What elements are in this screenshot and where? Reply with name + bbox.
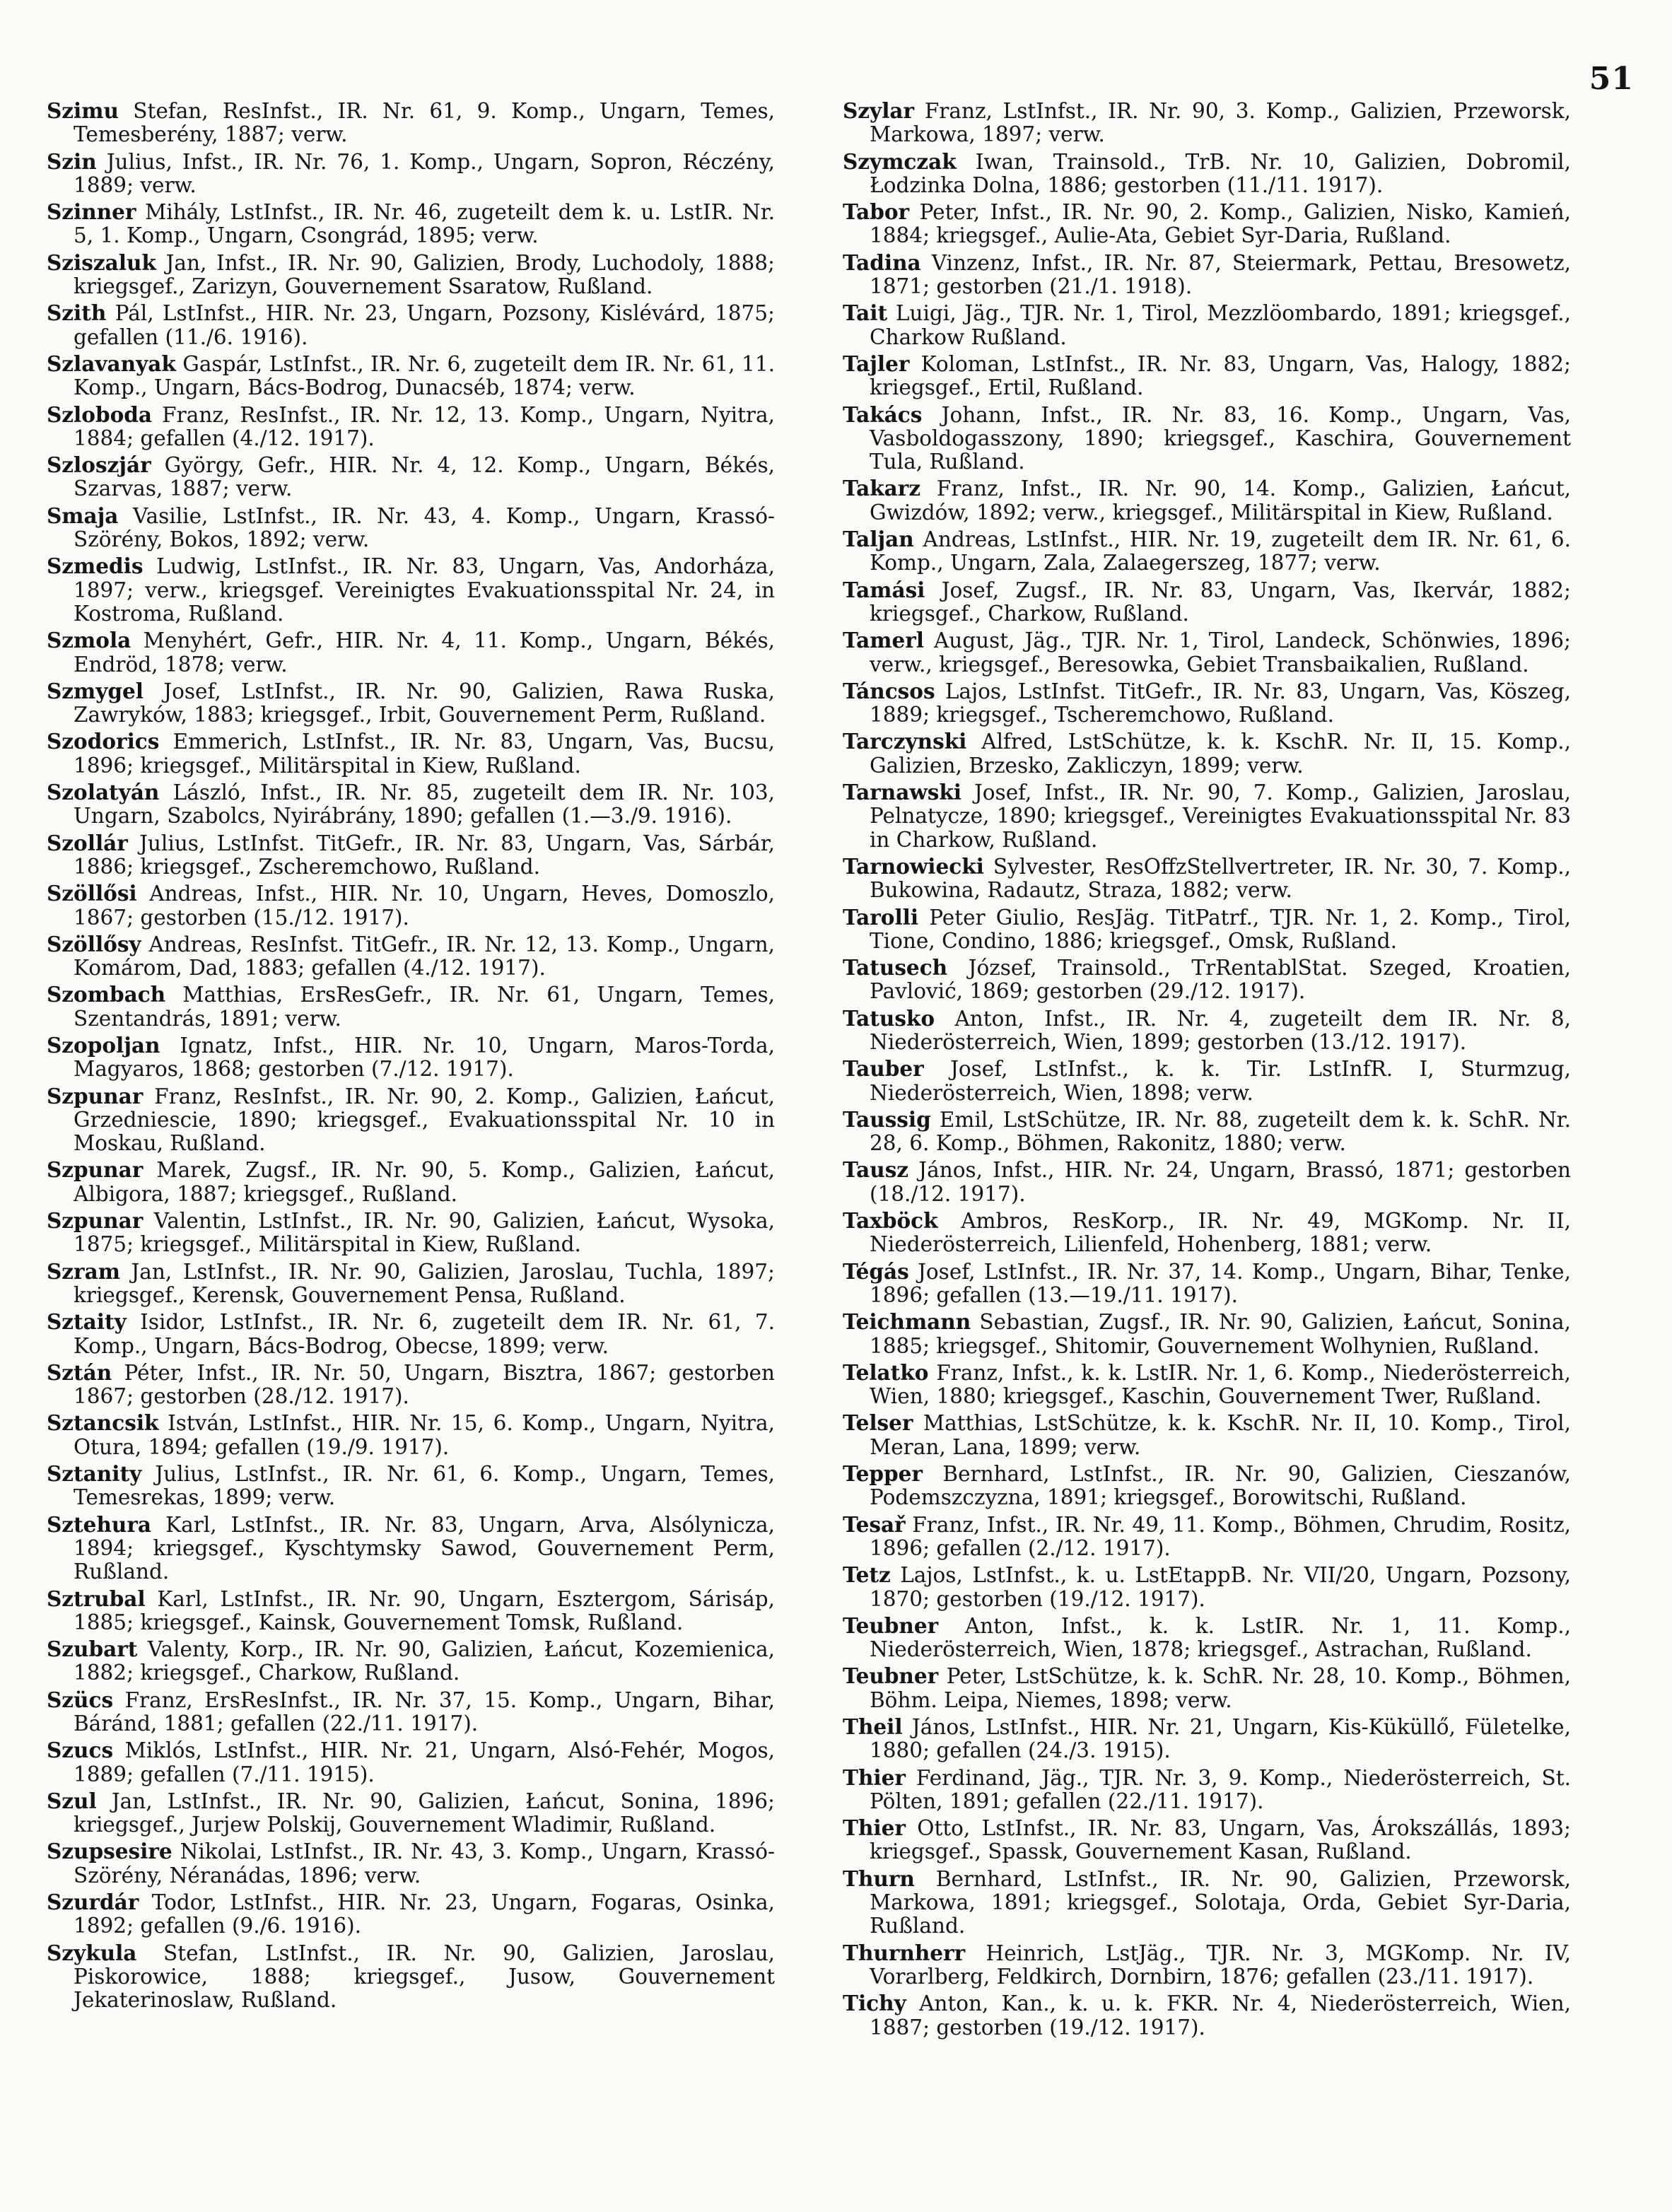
entry-details: Jan, LstInfst., IR. Nr. 90, Galizien, Jaroslau, Tuchla, 1897; kriegsgef., Kerensk, Gouvernement Pensa, Rußland. <box>74 1259 775 1307</box>
list-entry <box>843 251 1571 299</box>
list-entry <box>843 476 1571 525</box>
entry-surname: Sztaity <box>47 1309 127 1335</box>
list-entry <box>843 906 1571 954</box>
entry-surname: Szul <box>47 1788 97 1813</box>
entry-details: Josef, LstInfst., k. k. Tir. LstInfR. I, Sturmzug, Niederösterreich, Wien, 1898; verw. <box>870 1057 1571 1105</box>
entry-surname: Tetz <box>843 1562 891 1588</box>
entry-surname: Taxböck <box>843 1208 938 1234</box>
entry-details: Andreas, Infst., HIR. Nr. 10, Ungarn, Heves, Domoszlo, 1867; gestorben (15./12. 1917). <box>74 882 775 930</box>
entry-surname: Teubner <box>843 1663 939 1689</box>
entry-surname: Szmygel <box>47 678 144 703</box>
list-entry <box>47 932 775 981</box>
list-entry <box>47 1839 775 1888</box>
list-entry <box>47 1890 775 1938</box>
list-entry <box>843 1108 1571 1156</box>
entry-details: Ambros, ResKorp., IR. Nr. 49, MGKomp. Nr. II, Niederösterreich, Lilienfeld, Hohenberg, 1881; verw. <box>870 1209 1571 1257</box>
list-entry <box>843 1310 1571 1358</box>
entry-surname: Tepper <box>843 1461 923 1487</box>
entry-surname: Szombach <box>47 982 166 1007</box>
list-entry <box>843 1614 1571 1662</box>
entry-details: Jan, LstInfst., IR. Nr. 90, Galizien, Łańcut, Sonina, 1896; kriegsgef., Jurjew Polskij, Gouvernement Wladimir, Rußland. <box>74 1789 775 1837</box>
left-column <box>47 99 775 2015</box>
list-entry <box>843 679 1571 727</box>
entry-surname: Szpunar <box>47 1083 144 1108</box>
entry-surname: Szöllősy <box>47 931 141 956</box>
entry-details: Stefan, ResInfst., IR. Nr. 61, 9. Komp., Ungarn, Temes, Temesberény, 1887; verw. <box>74 99 775 147</box>
list-entry <box>843 301 1571 349</box>
list-entry <box>47 1209 775 1257</box>
entry-details: Ignatz, Infst., HIR. Nr. 10, Ungarn, Maros-Torda, Magyaros, 1868; gestorben (7./12. 1917). <box>74 1033 775 1082</box>
list-entry <box>47 1587 775 1635</box>
list-entry <box>47 983 775 1031</box>
list-entry <box>47 1513 775 1584</box>
list-entry <box>47 1361 775 1409</box>
entry-surname: Thurnherr <box>843 1940 966 1965</box>
list-entry <box>843 1007 1571 1055</box>
entry-surname: Tarnawski <box>843 780 961 805</box>
list-entry <box>47 1158 775 1206</box>
entry-surname: Szin <box>47 148 97 174</box>
entry-surname: Szimu <box>47 98 119 123</box>
entry-surname: Telser <box>843 1410 913 1436</box>
entry-surname: Sziszaluk <box>47 250 156 275</box>
entry-details: Bernhard, LstInfst., IR. Nr. 90, Galizien, Przeworsk, Markowa, 1891; kriegsgef., Solotaja, Orda, Gebiet Syr-Daria, Rußland. <box>870 1866 1571 1938</box>
entry-details: Andreas, LstInfst., HIR. Nr. 19, zugeteilt dem IR. Nr. 61, 6. Komp., Ungarn, Zala, Zalaegerszeg, 1877; verw. <box>870 527 1571 575</box>
entry-details: Karl, LstInfst., IR. Nr. 83, Ungarn, Arva, Alsólynicza, 1894; kriegsgef., Kyschtymsky Sawod, Gouvernement Perm, Rußland. <box>74 1512 775 1584</box>
entry-details: Josef, LstInfst., IR. Nr. 37, 14. Komp., Ungarn, Bihar, Tenke, 1896; gefallen (13.—19./11. 1917). <box>870 1259 1571 1307</box>
entry-surname: Szopoljan <box>47 1032 160 1058</box>
list-entry <box>843 1867 1571 1938</box>
entry-details: Menyhért, Gefr., HIR. Nr. 4, 11. Komp., Ungarn, Békés, Endröd, 1878; verw. <box>74 628 775 677</box>
entry-details: Luigi, Jäg., TJR. Nr. 1, Tirol, Mezzlöombardo, 1891; kriegsgef., Charkow Rußland. <box>870 301 1571 349</box>
list-entry <box>47 1260 775 1308</box>
entry-details: Iwan, Trainsold., TrB. Nr. 10, Galizien, Dobromil, Łodzinka Dolna, 1886; gestorben (11./11. 1917). <box>870 149 1571 197</box>
entry-surname: Teichmann <box>843 1309 971 1335</box>
list-entry <box>47 1637 775 1685</box>
entry-details: Anton, Kan., k. u. k. FKR. Nr. 4, Niederösterreich, Wien, 1887; gestorben (19./12. 1917). <box>870 1991 1571 2040</box>
entry-details: Andreas, ResInfst. TitGefr., IR. Nr. 12, 13. Komp., Ungarn, Komárom, Dad, 1883; gefallen (4./12. 1917). <box>74 932 775 981</box>
entry-details: Anton, Infst., IR. Nr. 4, zugeteilt dem IR. Nr. 8, Niederösterreich, Wien, 1899; gestorben (13./12. 1917). <box>870 1006 1571 1054</box>
entry-details: Péter, Infst., IR. Nr. 50, Ungarn, Bisztra, 1867; gestorben 1867; gestorben (28./12. 1917). <box>74 1360 775 1409</box>
entry-surname: Telatko <box>843 1359 929 1385</box>
list-entry <box>843 730 1571 778</box>
entry-surname: Szlavanyak <box>47 351 176 376</box>
entry-details: Josef, Infst., IR. Nr. 90, 7. Komp., Galizien, Jaroslau, Pelnatycze, 1890; kriegsgef., Vereinigtes Evakuationsspital Nr. 83 in Charkow, Rußland. <box>870 780 1571 852</box>
entry-surname: Szykula <box>47 1940 137 1965</box>
list-entry <box>843 1462 1571 1510</box>
entry-surname: Sztanity <box>47 1461 142 1487</box>
page-number: 51 <box>1589 61 1634 97</box>
entry-surname: Taussig <box>843 1106 931 1132</box>
entry-surname: Szpunar <box>47 1157 144 1183</box>
entry-details: Julius, LstInfst., IR. Nr. 61, 6. Komp., Ungarn, Temes, Temesrekas, 1899; verw. <box>74 1462 775 1510</box>
list-entry <box>47 99 775 147</box>
entry-surname: Tait <box>843 300 888 326</box>
entry-details: Peter, Infst., IR. Nr. 90, 2. Komp., Galizien, Nisko, Kamień, 1884; kriegsgef., Aulie-Ata, Gebiet Syr-Daria, Rußland. <box>870 200 1571 248</box>
entry-details: Franz, Infst., k. k. LstIR. Nr. 1, 6. Komp., Niederösterreich, Wien, 1880; kriegsgef., Kaschin, Gouvernement Twer, Rußland. <box>870 1360 1571 1409</box>
entry-details: Franz, ResInfst., IR. Nr. 12, 13. Komp., Ungarn, Nyitra, 1884; gefallen (4./12. 1917). <box>74 402 775 450</box>
entry-surname: Tichy <box>843 1991 906 2016</box>
list-entry <box>843 1766 1571 1814</box>
entry-surname: Szucs <box>47 1738 114 1763</box>
list-entry <box>47 352 775 400</box>
entry-details: Josef, Zugsf., IR. Nr. 83, Ungarn, Vas, Ikervár, 1882; kriegsgef., Charkow, Rußland. <box>870 578 1571 626</box>
entry-surname: Szmola <box>47 628 131 653</box>
entry-surname: Sztehura <box>47 1511 152 1537</box>
list-entry <box>47 251 775 299</box>
entry-details: Peter, LstSchütze, k. k. SchR. Nr. 28, 10. Komp., Böhmen, Böhm. Leipa, Niemes, 1898; verw. <box>870 1664 1571 1712</box>
list-entry <box>843 578 1571 626</box>
entry-surname: Szurdár <box>47 1890 139 1915</box>
entry-details: Julius, LstInfst. TitGefr., IR. Nr. 83, Ungarn, Vas, Sárbár, 1886; kriegsgef., Zscheremchowo, Rußland. <box>74 831 775 879</box>
list-entry <box>843 1158 1571 1206</box>
entry-surname: Tarnowiecki <box>843 853 984 879</box>
entry-details: István, LstInfst., HIR. Nr. 15, 6. Komp., Ungarn, Nyitra, Otura, 1894; gefallen (19./9. 1917). <box>74 1411 775 1459</box>
entry-surname: Thier <box>843 1765 906 1790</box>
list-entry <box>843 1991 1571 2040</box>
entry-surname: Smaja <box>47 503 119 528</box>
entry-surname: Sztancsik <box>47 1410 159 1436</box>
entry-details: Stefan, LstInfst., IR. Nr. 90, Galizien, Jaroslau, Piskorowice, 1888; kriegsgef., Jusow, Gouvernement Jekaterinoslaw, Rußland. <box>74 1941 775 2013</box>
list-entry <box>843 1816 1571 1864</box>
list-entry <box>843 780 1571 852</box>
list-entry <box>843 352 1571 400</box>
entry-details: Heinrich, LstJäg., TJR. Nr. 3, MGKomp. Nr. IV, Vorarlberg, Feldkirch, Dornbirn, 1876; gefallen (23./11. 1917). <box>870 1941 1571 1989</box>
right-column <box>843 99 1571 2042</box>
entry-details: Lajos, LstInfst. TitGefr., IR. Nr. 83, Ungarn, Vas, Köszeg, 1889; kriegsgef., Tscheremchowo, Rußland. <box>870 679 1571 727</box>
entry-details: Marek, Zugsf., IR. Nr. 90, 5. Komp., Galizien, Łańcut, Albigora, 1887; kriegsgef., Rußland. <box>74 1158 775 1206</box>
list-entry <box>843 1941 1571 1989</box>
list-entry <box>47 628 775 677</box>
list-entry <box>843 628 1571 677</box>
entry-surname: Szram <box>47 1258 120 1284</box>
entry-details: László, Infst., IR. Nr. 85, zugeteilt dem IR. Nr. 103, Ungarn, Szabolcs, Nyirábrány, 1890; gefallen (1.—3./9. 1916). <box>74 780 775 829</box>
entry-details: Pál, LstInfst., HIR. Nr. 23, Ungarn, Pozsony, Kislévárd, 1875; gefallen (11./6. 1916). <box>74 301 775 349</box>
entry-details: Jan, Infst., IR. Nr. 90, Galizien, Brody, Luchodoly, 1888; kriegsgef., Zarizyn, Gouvernement Ssaratow, Rußland. <box>74 250 775 299</box>
entry-surname: Szücs <box>47 1687 114 1712</box>
entry-details: Bernhard, LstInfst., IR. Nr. 90, Galizien, Cieszanów, Podemszczyzna, 1891; kriegsgef., Borowitschi, Rußland. <box>870 1462 1571 1510</box>
list-entry <box>843 956 1571 1004</box>
entry-surname: Szupsesire <box>47 1839 173 1864</box>
entry-details: Anton, Infst., k. k. LstIR. Nr. 1, 11. Komp., Niederösterreich, Wien, 1878; kriegsgef., Astrachan, Rußland. <box>870 1613 1571 1662</box>
list-entry <box>47 1462 775 1510</box>
entry-details: Emil, LstSchütze, IR. Nr. 88, zugeteilt dem k. k. SchR. Nr. 28, 6. Komp., Böhmen, Rakonitz, 1880; verw. <box>870 1107 1571 1156</box>
entry-surname: Tadina <box>843 250 921 275</box>
entry-details: Franz, ResInfst., IR. Nr. 90, 2. Komp., Galizien, Łańcut, Grzedniescie, 1890; kriegsgef., Evakuationsspital Nr. 10 in Moskau, Rußland. <box>74 1084 775 1156</box>
list-entry <box>47 1034 775 1082</box>
entry-surname: Szolatyán <box>47 780 160 805</box>
entry-surname: Tarolli <box>843 904 919 930</box>
list-entry <box>843 1715 1571 1763</box>
entry-details: Franz, Infst., IR. Nr. 90, 14. Komp., Galizien, Łańcut, Gwizdów, 1892; verw., kriegsgef., Militärspital in Kiew, Rußland. <box>870 476 1571 525</box>
entry-surname: Szubart <box>47 1637 138 1662</box>
entry-surname: Szloszjár <box>47 452 151 478</box>
list-entry <box>843 200 1571 248</box>
entry-surname: Thurn <box>843 1866 915 1891</box>
list-entry <box>843 1664 1571 1712</box>
entry-surname: Szpunar <box>47 1208 144 1234</box>
entry-surname: Szollár <box>47 830 128 855</box>
entry-details: Franz, ErsResInfst., IR. Nr. 37, 15. Komp., Ungarn, Bihar, Báránd, 1881; gefallen (22./11. 1917). <box>74 1687 775 1736</box>
entry-details: Matthias, ErsResGefr., IR. Nr. 61, Ungarn, Temes, Szentandrás, 1891; verw. <box>74 983 775 1031</box>
list-entry <box>843 1411 1571 1459</box>
entry-details: Karl, LstInfst., IR. Nr. 90, Ungarn, Esztergom, Sárisáp, 1885; kriegsgef., Kainsk, Gouvernement Tomsk, Rußland. <box>74 1586 775 1634</box>
list-entry <box>843 1209 1571 1257</box>
entry-details: Vinzenz, Infst., IR. Nr. 87, Steiermark, Pettau, Bresowetz, 1871; gestorben (21./1. 1918). <box>870 250 1571 299</box>
list-entry <box>843 403 1571 474</box>
entry-details: Todor, LstInfst., HIR. Nr. 23, Ungarn, Fogaras, Osinka, 1892; gefallen (9./6. 1916). <box>74 1890 775 1938</box>
list-entry <box>47 1084 775 1156</box>
list-entry <box>843 1563 1571 1611</box>
entry-details: Johann, Infst., IR. Nr. 83, 16. Komp., Ungarn, Vas, Vasboldogasszony, 1890; kriegsgef., Kaschira, Gouvernement Tula, Rußland. <box>870 402 1571 474</box>
entry-details: Valentin, LstInfst., IR. Nr. 90, Galizien, Łańcut, Wysoka, 1875; kriegsgef., Militärspital in Kiew, Rußland. <box>74 1209 775 1257</box>
list-entry <box>47 679 775 727</box>
list-entry <box>47 200 775 248</box>
entry-details: Matthias, LstSchütze, k. k. KschR. Nr. II, 10. Komp., Tirol, Meran, Lana, 1899; verw. <box>870 1411 1571 1459</box>
list-entry <box>47 831 775 879</box>
entry-surname: Tabor <box>843 199 910 225</box>
entry-surname: Tesař <box>843 1511 906 1537</box>
list-entry <box>843 1057 1571 1105</box>
entry-details: Julius, Infst., IR. Nr. 76, 1. Komp., Ungarn, Sopron, Réczény, 1889; verw. <box>74 149 775 197</box>
entry-details: Franz, Infst., IR. Nr. 49, 11. Komp., Böhmen, Chrudim, Rositz, 1896; gefallen (2./12. 1917). <box>870 1512 1571 1560</box>
entry-surname: Tatusech <box>843 955 948 981</box>
list-entry <box>47 1310 775 1358</box>
list-entry <box>843 1260 1571 1308</box>
entry-surname: Tégás <box>843 1258 909 1284</box>
list-entry <box>47 1941 775 2013</box>
entry-details: Sylvester, ResOffzStellvertreter, IR. Nr. 30, 7. Komp., Bukowina, Radautz, Straza, 1882; verw. <box>870 854 1571 903</box>
list-entry <box>47 504 775 552</box>
entry-surname: Takács <box>843 402 923 427</box>
list-entry <box>47 554 775 626</box>
entry-details: Franz, LstInfst., IR. Nr. 90, 3. Komp., Galizien, Przeworsk, Markowa, 1897; verw. <box>870 99 1571 147</box>
list-entry <box>47 1738 775 1786</box>
entry-details: Peter Giulio, ResJäg. TitPatrf., TJR. Nr. 1, 2. Komp., Tirol, Tione, Condino, 1886; kriegsgef., Omsk, Rußland. <box>870 905 1571 953</box>
entry-details: József, Trainsold., TrRentablStat. Szeged, Kroatien, Pavlović, 1869; gestorben (29./12. 1917). <box>870 956 1571 1004</box>
entry-details: Nikolai, LstInfst., IR. Nr. 43, 3. Komp., Ungarn, Krassó-Szörény, Néranádas, 1896; verw. <box>74 1839 775 1888</box>
entry-details: Sebastian, Zugsf., IR. Nr. 90, Galizien, Łańcut, Sonina, 1885; kriegsgef., Shitomir, Gouvernement Wolhynien, Rußland. <box>870 1310 1571 1358</box>
entry-surname: Thier <box>843 1815 906 1841</box>
entry-surname: Szylar <box>843 98 915 123</box>
entry-details: János, Infst., HIR. Nr. 24, Ungarn, Brassó, 1871; gestorben (18./12. 1917). <box>870 1158 1571 1206</box>
entry-surname: Taljan <box>843 527 914 552</box>
list-entry <box>47 301 775 349</box>
list-entry <box>843 1361 1571 1409</box>
entry-details: Otto, LstInfst., IR. Nr. 83, Ungarn, Vas, Árokszállás, 1893; kriegsgef., Spassk, Gouvernement Kasan, Rußland. <box>870 1816 1571 1864</box>
entry-surname: Szith <box>47 300 107 326</box>
entry-surname: Szloboda <box>47 402 152 427</box>
list-entry <box>47 1411 775 1459</box>
entry-surname: Szinner <box>47 199 136 225</box>
list-entry <box>47 780 775 829</box>
entry-surname: Theil <box>843 1714 903 1739</box>
entry-surname: Szodorics <box>47 729 160 754</box>
list-entry <box>47 882 775 930</box>
list-entry <box>47 403 775 451</box>
entry-details: Mihály, LstInfst., IR. Nr. 46, zugeteilt dem k. u. LstIR. Nr. 5, 1. Komp., Ungarn, Csongrád, 1895; verw. <box>74 200 775 248</box>
entry-surname: Sztán <box>47 1359 112 1385</box>
list-entry <box>843 527 1571 575</box>
entry-surname: Táncsos <box>843 678 935 703</box>
list-entry <box>47 1688 775 1736</box>
entry-details: Valenty, Korp., IR. Nr. 90, Galizien, Łańcut, Kozemienica, 1882; kriegsgef., Charkow, Rußland. <box>74 1637 775 1685</box>
entry-details: Miklós, LstInfst., HIR. Nr. 21, Ungarn, Alsó-Fehér, Mogos, 1889; gefallen (7./11. 1915). <box>74 1738 775 1786</box>
entry-details: Emmerich, LstInfst., IR. Nr. 83, Ungarn, Vas, Bucsu, 1896; kriegsgef., Militärspital in Kiew, Rußland. <box>74 730 775 778</box>
entry-details: Lajos, LstInfst., k. u. LstEtappB. Nr. VII/20, Ungarn, Pozsony, 1870; gestorben (19./12. 1917). <box>870 1563 1571 1611</box>
entry-surname: Sztrubal <box>47 1586 146 1611</box>
entry-surname: Szmedis <box>47 554 144 579</box>
list-entry <box>843 99 1571 147</box>
entry-details: Josef, LstInfst., IR. Nr. 90, Galizien, Rawa Ruska, Zawryków, 1883; kriegsgef., Irbit, Gouvernement Perm, Rußland. <box>74 679 775 727</box>
entry-surname: Szöllősi <box>47 881 137 906</box>
list-entry <box>47 1789 775 1837</box>
list-entry <box>843 855 1571 903</box>
entry-surname: Tatusko <box>843 1005 935 1031</box>
entry-details: Ludwig, LstInfst., IR. Nr. 83, Ungarn, Vas, Andorháza, 1897; verw., kriegsgef. Vereinigtes Evakuationsspital Nr. 24, in Kostroma, Rußland. <box>74 554 775 626</box>
entry-details: Ferdinand, Jäg., TJR. Nr. 3, 9. Komp., Niederösterreich, St. Pölten, 1891; gefallen (22./11. 1917). <box>870 1765 1572 1813</box>
list-entry <box>843 150 1571 198</box>
entry-details: György, Gefr., HIR. Nr. 4, 12. Komp., Ungarn, Békés, Szarvas, 1887; verw. <box>74 453 775 501</box>
list-entry <box>47 150 775 198</box>
entry-surname: Tausz <box>843 1157 909 1183</box>
list-entry <box>843 1513 1571 1561</box>
entry-surname: Szymczak <box>843 148 957 174</box>
entry-surname: Teubner <box>843 1613 939 1638</box>
entry-surname: Takarz <box>843 476 921 501</box>
entry-surname: Tauber <box>843 1056 924 1082</box>
entry-surname: Tajler <box>843 351 910 376</box>
entry-details: Vasilie, LstInfst., IR. Nr. 43, 4. Komp., Ungarn, Krassó-Szörény, Bokos, 1892; verw. <box>74 503 775 552</box>
entry-surname: Tarczynski <box>843 729 967 754</box>
entry-details: János, LstInfst., HIR. Nr. 21, Ungarn, Kis-Küküllő, Fületelke, 1880; gefallen (24./3. 1915). <box>870 1715 1571 1763</box>
entry-surname: Tamási <box>843 577 925 602</box>
entry-details: Isidor, LstInfst., IR. Nr. 6, zugeteilt dem IR. Nr. 61, 7. Komp., Ungarn, Bács-Bodrog, Obecse, 1899; verw. <box>74 1310 775 1358</box>
entry-details: August, Jäg., TJR. Nr. 1, Tirol, Landeck, Schönwies, 1896; verw., kriegsgef., Beresowka, Gebiet Transbaikalien, Rußland. <box>870 628 1571 677</box>
entry-details: Alfred, LstSchütze, k. k. KschR. Nr. II, 15. Komp., Galizien, Brzesko, Zakliczyn, 1899; verw. <box>870 730 1571 778</box>
entry-details: Koloman, LstInfst., IR. Nr. 83, Ungarn, Vas, Halogy, 1882; kriegsgef., Ertil, Rußland. <box>870 351 1571 400</box>
entry-details: Gaspár, LstInfst., IR. Nr. 6, zugeteilt dem IR. Nr. 61, 11. Komp., Ungarn, Bács-Bodrog, Dunacséb, 1874; verw. <box>74 351 775 400</box>
list-entry <box>47 730 775 778</box>
list-entry <box>47 453 775 501</box>
entry-surname: Tamerl <box>843 628 924 653</box>
